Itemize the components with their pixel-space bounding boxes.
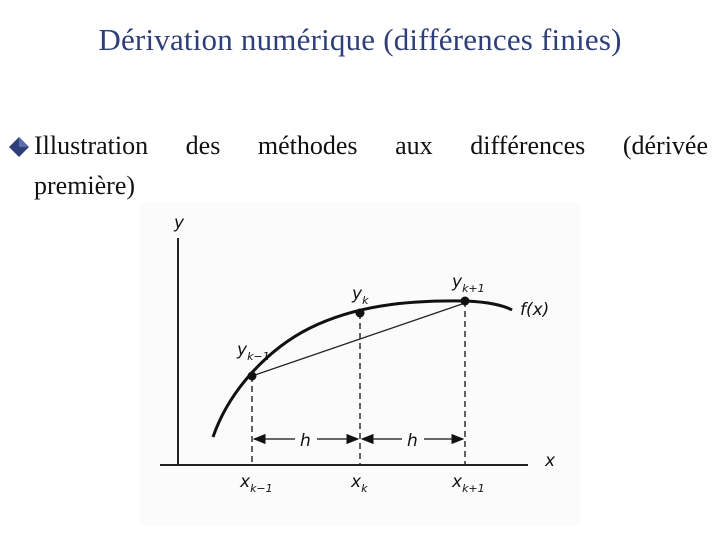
x-k-1-label: $x_{k-1}$ [240,472,273,495]
y-k-label: $y_k$ [352,284,369,307]
x-k-label: $x_k$ [351,472,368,495]
bullet-text-line2: première) [34,171,136,200]
function-curve [213,301,512,437]
point-k+1 [461,297,470,306]
bullet-text-line1: Illustration des méthodes aux différences (dérivée [34,131,708,160]
bullet-item [8,126,708,206]
step-label-1: h [300,431,311,451]
step-label-2: h [407,431,418,451]
y-axis-label: y [174,213,185,233]
slide-title: Dérivation numérique (différences finies) [98,22,622,57]
x-axis-label: x [545,451,556,471]
finite-difference-figure [140,203,580,525]
function-label: f(x) [520,300,550,320]
diamond-bullet-icon [8,136,30,158]
point-k [356,309,365,318]
x-k+1-label: $x_{k+1}$ [452,472,485,495]
y-k+1-label: $y_{k+1}$ [452,272,485,295]
y-k-1-label: $y_{k-1}$ [237,340,270,363]
figure-svg [140,203,580,525]
point-k-1 [248,372,257,381]
